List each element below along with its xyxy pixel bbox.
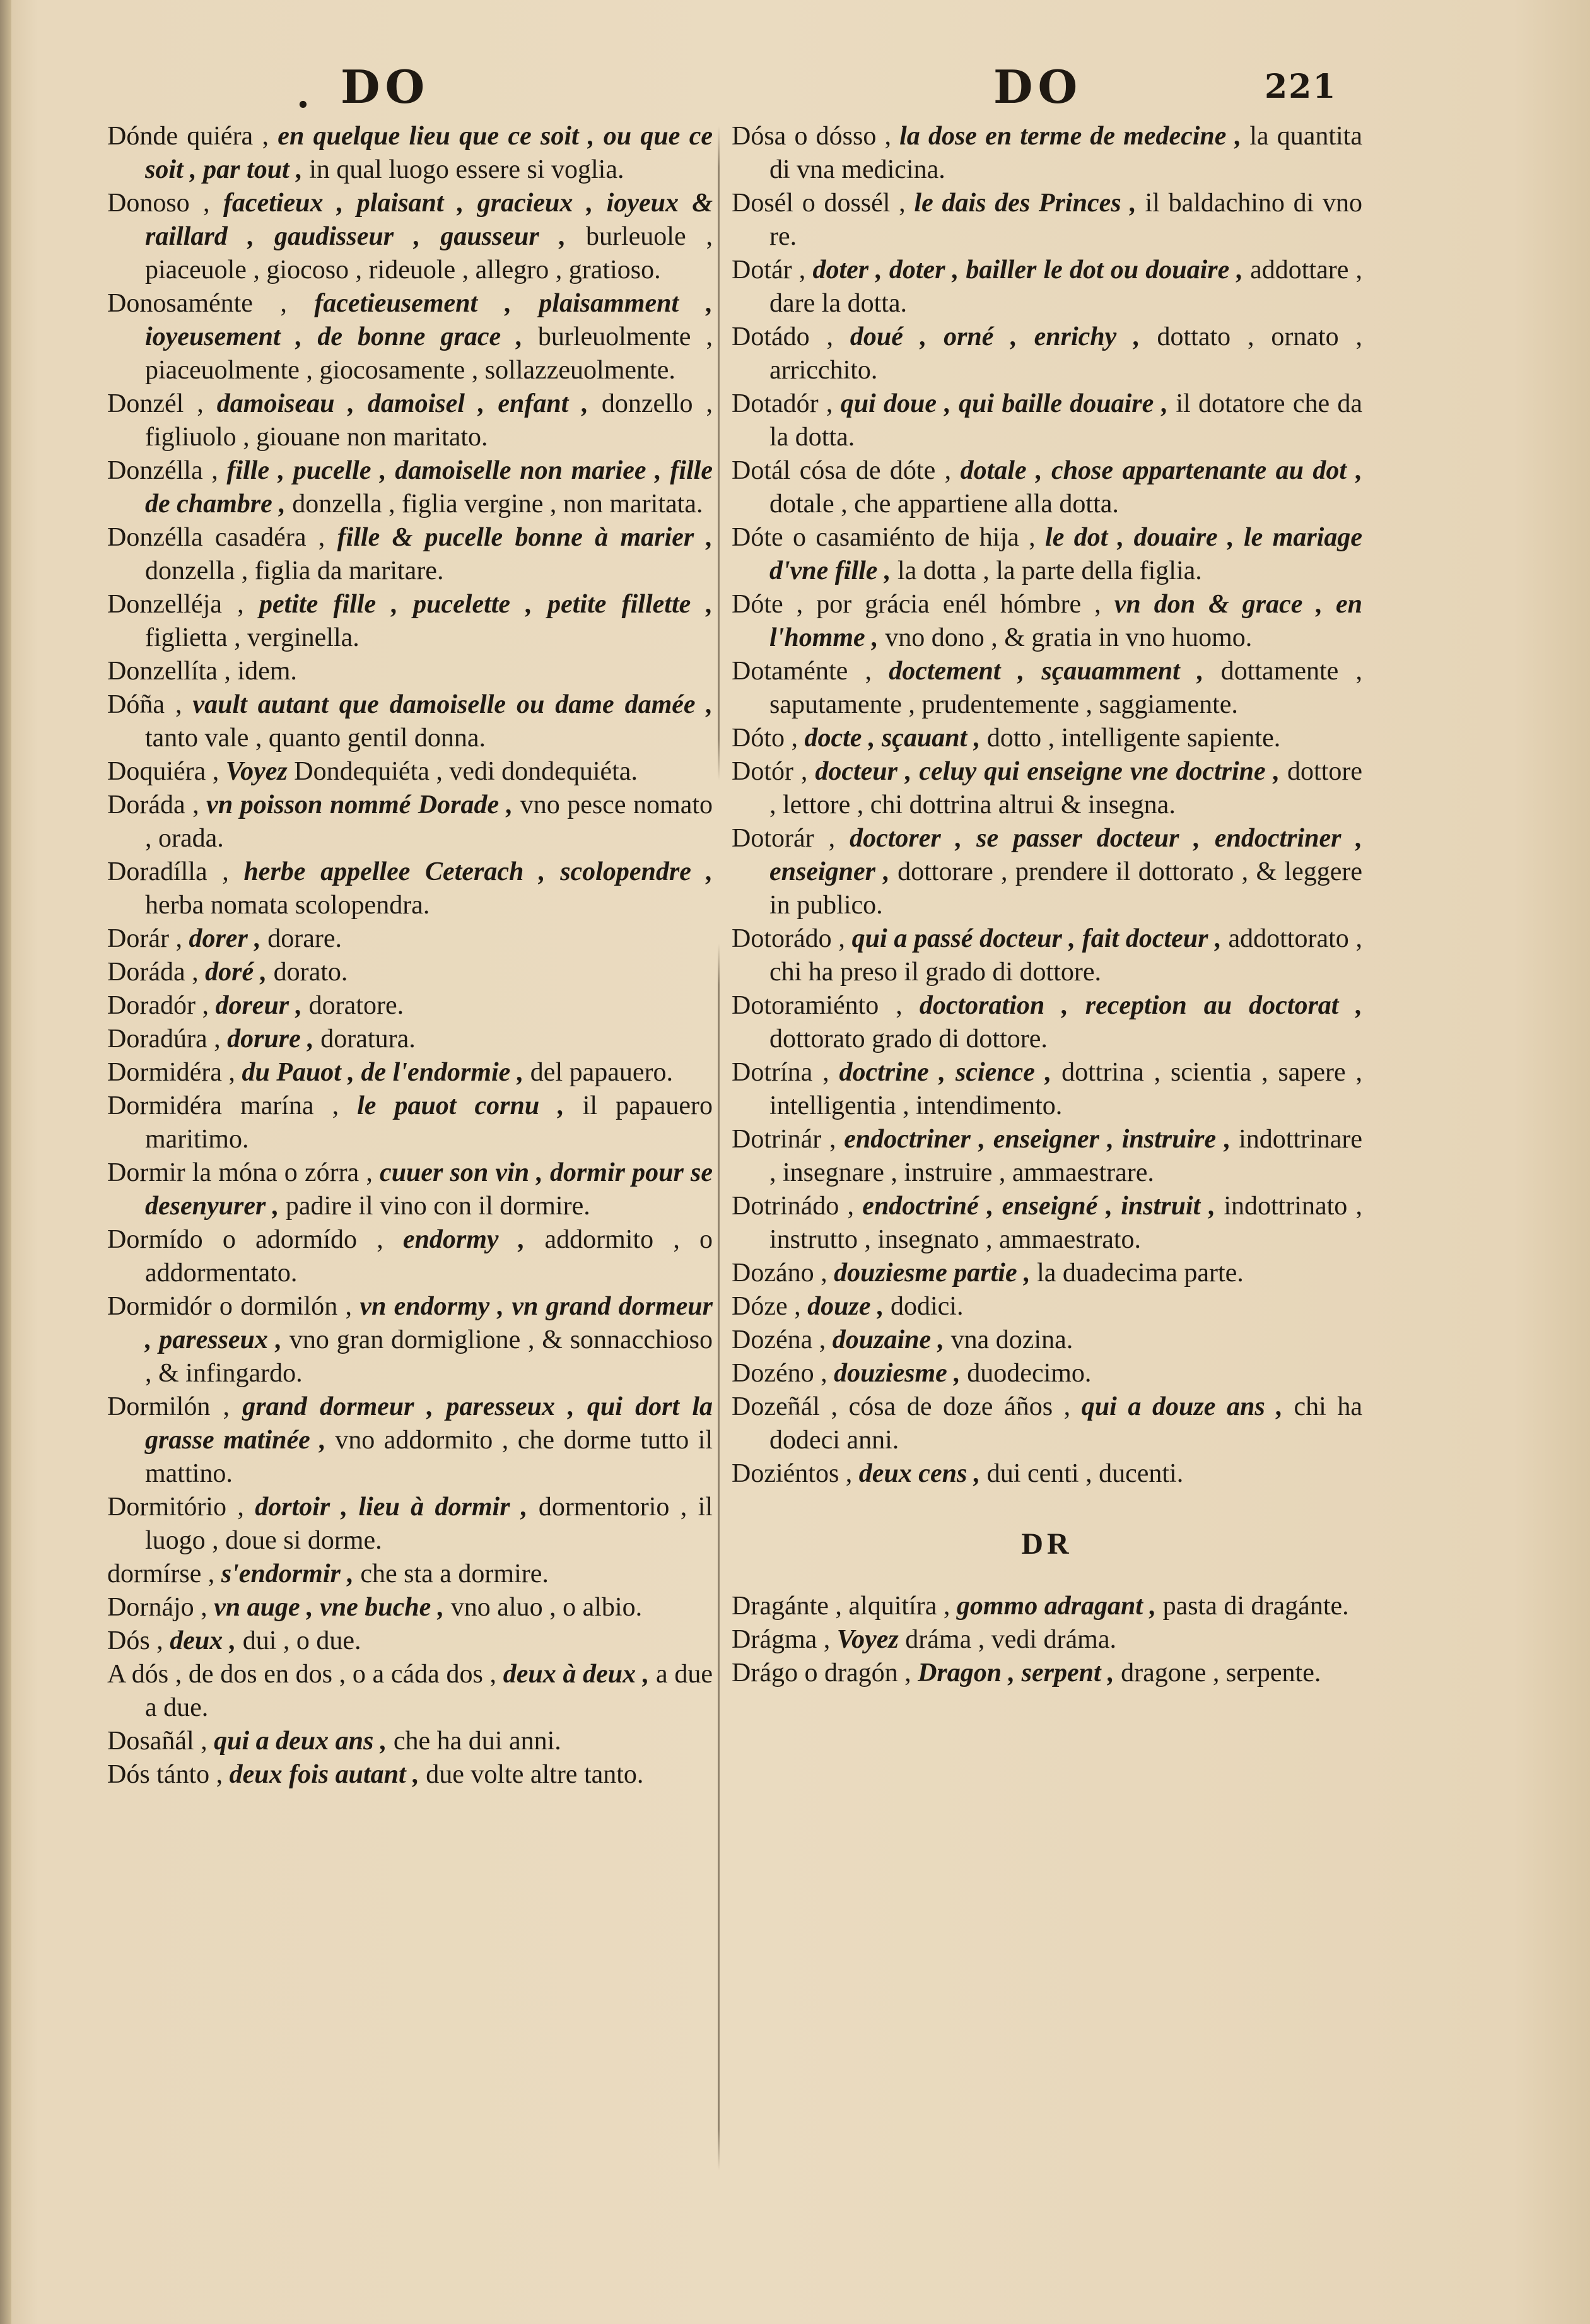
dictionary-entry: [107, 287, 713, 387]
french-gloss: dorer ,: [189, 924, 261, 953]
french-gloss: douziesme ,: [834, 1359, 961, 1388]
french-gloss: Voyez: [225, 757, 288, 786]
french-gloss: grand dormeur , paresseux , qui dort la grasse matinée ,: [145, 1392, 713, 1455]
right-column-entries: [732, 120, 1362, 1491]
headword: Dóte , por grácia enél hómbre ,: [732, 590, 1101, 619]
french-gloss: doctrine , science ,: [839, 1058, 1052, 1087]
italian-gloss: indottrinato , instrutto , insegnato , ammaestrato.: [769, 1192, 1363, 1254]
dictionary-entry: [107, 1725, 713, 1758]
italian-gloss: dotale , che appartiene alla dotta.: [769, 490, 1119, 519]
french-gloss: qui a passé docteur , fait docteur ,: [851, 924, 1222, 953]
headword: Dotaménte ,: [732, 657, 872, 686]
italian-gloss: dorato.: [273, 958, 348, 987]
dictionary-entry: [107, 521, 713, 588]
french-gloss: le dot , douaire , le mariage d'vne fille ,: [769, 523, 1362, 585]
headword: Dóze ,: [732, 1292, 801, 1321]
dictionary-entry: [732, 387, 1362, 454]
italian-gloss: dráma , vedi dráma.: [905, 1625, 1116, 1654]
right-column: [732, 120, 1362, 1690]
italian-gloss: addottorato , chi ha preso il grado di dottore.: [769, 924, 1362, 987]
italian-gloss: la quantita di vna medicina.: [769, 122, 1362, 184]
dictionary-entry: [107, 655, 713, 688]
french-gloss: Voyez: [836, 1625, 899, 1654]
headword: Dosél o dossél ,: [732, 189, 906, 218]
dictionary-entry: [107, 688, 713, 755]
dictionary-entry: [732, 755, 1362, 822]
headword: Dotadór ,: [732, 389, 833, 418]
italian-gloss: dottorato grado di dottore.: [769, 1024, 1048, 1053]
dictionary-entry: [107, 1156, 713, 1223]
french-gloss: s'endormir ,: [221, 1559, 354, 1588]
headword: Dotrinár ,: [732, 1125, 836, 1154]
headword: A dós , de dos en dos , o a cáda dos ,: [107, 1660, 497, 1689]
headword: Dós ,: [107, 1626, 163, 1655]
italian-gloss: dottore , lettore , chi dottrina altrui & insegna.: [769, 757, 1363, 819]
italian-gloss: il baldachino di vno re.: [769, 189, 1363, 251]
dictionary-entry: [107, 1658, 713, 1725]
dictionary-entry: [732, 588, 1362, 655]
headword: Drágma ,: [732, 1625, 831, 1654]
header-right: DO: [993, 60, 1083, 114]
dictionary-entry: [732, 1123, 1362, 1190]
french-gloss: vn auge , vne buche ,: [214, 1593, 445, 1622]
italian-gloss: il papauero maritimo.: [145, 1091, 713, 1154]
dictionary-entry: [732, 1290, 1362, 1323]
french-gloss: gommo adragant ,: [956, 1592, 1157, 1621]
headword: Dormidór o dormilón ,: [107, 1292, 353, 1321]
dictionary-entry: [732, 1357, 1362, 1390]
french-gloss: doctoration , reception au doctorat ,: [919, 991, 1362, 1020]
dictionary-entry: [732, 1323, 1362, 1357]
italian-gloss: figlietta , verginella.: [145, 623, 360, 652]
headword: Donzélla ,: [107, 456, 218, 485]
french-gloss: vn poisson nommé Dorade ,: [206, 790, 513, 819]
french-gloss: petite fille , pucelette , petite fillette ,: [259, 590, 713, 619]
headword: Dotádo ,: [732, 322, 833, 351]
page-gutter: [0, 0, 11, 2324]
french-gloss: qui doue , qui baille douaire ,: [840, 389, 1169, 418]
french-gloss: facetieux , plaisant , gracieux , ioyeux & raillard , gaudisseur , gausseur ,: [145, 189, 713, 251]
italian-gloss: donzello , figliuolo , giouane non maritato.: [145, 389, 713, 452]
french-gloss: vault autant que damoiselle ou dame damée ,: [192, 690, 713, 719]
italian-gloss: dottrina , scientia , sapere , intelligentia , intendimento.: [769, 1058, 1363, 1120]
italian-gloss: burleuolmente , piaceuolmente , giocosamente , sollazzeuolmente.: [145, 322, 713, 385]
dictionary-entry: [107, 1056, 713, 1089]
headword: Dóña ,: [107, 690, 182, 719]
column-rule: [718, 126, 720, 2170]
french-gloss: vn don & grace , en l'homme ,: [769, 590, 1362, 652]
headword: Dotál cósa de dóte ,: [732, 456, 952, 485]
italian-gloss: vno aluo , o albio.: [450, 1593, 643, 1622]
italian-gloss: dotto , intelligente sapiente.: [986, 724, 1281, 753]
dictionary-entry: [732, 454, 1362, 521]
headword: Dragánte , alquitíra ,: [732, 1592, 950, 1621]
french-gloss: endoctriné , enseigné , instruit ,: [862, 1192, 1216, 1221]
italian-gloss: dorare.: [267, 924, 342, 953]
french-gloss: qui a douze ans ,: [1081, 1392, 1283, 1421]
dictionary-entry: [107, 1390, 713, 1491]
dictionary-entry: [107, 922, 713, 956]
dictionary-entry: [732, 1623, 1362, 1657]
headword: Dosañál ,: [107, 1727, 208, 1756]
french-gloss: fille , pucelle , damoiselle non mariee , fille de chambre ,: [145, 456, 713, 519]
italian-gloss: dui , o due.: [242, 1626, 361, 1655]
french-gloss: cuuer son vin , dormir pour se desenyurer ,: [145, 1158, 713, 1221]
italian-gloss: pasta di dragánte.: [1162, 1592, 1349, 1621]
headword: Donzellíta ,: [107, 657, 231, 686]
dictionary-entry: [732, 922, 1362, 989]
italian-gloss: Dondequiéta , vedi dondequiéta.: [294, 757, 638, 786]
dictionary-entry: [107, 1223, 713, 1290]
italian-gloss: del papauero.: [530, 1058, 674, 1087]
headword: Dormilón ,: [107, 1392, 230, 1421]
french-gloss: qui a deux ans ,: [214, 1727, 387, 1756]
headword: Dotoramiénto ,: [732, 991, 903, 1020]
italian-gloss: doratore.: [308, 991, 404, 1020]
dictionary-entry: [107, 120, 713, 187]
italian-gloss: dottorare , prendere il dottorato , & leggere in publico.: [769, 857, 1363, 920]
header-left: DO: [341, 60, 430, 114]
italian-gloss: in qual luogo essere si voglia.: [309, 155, 624, 184]
italian-gloss: vno gran dormiglione , & sonnacchioso , & infingardo.: [145, 1325, 713, 1388]
french-gloss: deux ,: [170, 1626, 237, 1655]
italian-gloss: due volte altre tanto.: [426, 1760, 644, 1789]
italian-gloss: che sta a dormire.: [360, 1559, 549, 1588]
headword: Doradílla ,: [107, 857, 229, 886]
dictionary-entry: [732, 254, 1362, 320]
headword: Doziéntos ,: [732, 1459, 853, 1488]
french-gloss: doter , doter , bailler le dot ou douaire ,: [812, 255, 1243, 285]
french-gloss: du Pauot , de l'endormie ,: [242, 1058, 524, 1087]
dictionary-entry: [107, 1023, 713, 1056]
dictionary-entry: [732, 320, 1362, 387]
dictionary-entry: [732, 1590, 1362, 1623]
dictionary-entry: [107, 989, 713, 1023]
italian-gloss: la dotta , la parte della figlia.: [897, 556, 1202, 585]
dictionary-entry: [107, 1089, 713, 1156]
dictionary-entry: [107, 454, 713, 521]
french-gloss: doué , orné , enrichy ,: [850, 322, 1140, 351]
dictionary-entry: [107, 588, 713, 655]
dictionary-entry: [732, 521, 1362, 588]
italian-gloss: dragone , serpente.: [1121, 1658, 1321, 1687]
header-dot: .: [296, 73, 310, 117]
headword: Doráda ,: [107, 790, 199, 819]
french-gloss: douze ,: [807, 1292, 884, 1321]
french-gloss: le dais des Princes ,: [914, 189, 1137, 218]
dictionary-entry: [107, 755, 713, 789]
italian-gloss: vno pesce nomato , orada.: [145, 790, 713, 853]
italian-gloss: addormito , o addormentato.: [145, 1225, 713, 1288]
headword: Dozáno ,: [732, 1259, 827, 1288]
running-header: [0, 60, 1590, 129]
dictionary-entry: [107, 1758, 713, 1792]
section-heading-dr: DR: [1021, 1527, 1073, 1561]
italian-gloss: herba nomata scolopendra.: [145, 891, 430, 920]
dictionary-entry: [732, 1657, 1362, 1690]
headword: Donzelléja ,: [107, 590, 244, 619]
french-gloss: vn endormy , vn grand dormeur , paresseux ,: [145, 1292, 713, 1354]
headword: Donzélla casadéra ,: [107, 523, 325, 552]
italian-gloss: vno dono , & gratia in vno huomo.: [885, 623, 1253, 652]
italian-gloss: duodecimo.: [967, 1359, 1092, 1388]
headword: Donzél ,: [107, 389, 204, 418]
dictionary-entry: [732, 1257, 1362, 1290]
italian-gloss: padire il vino con il dormire.: [285, 1192, 590, 1221]
italian-gloss: burleuole , piaceuole , giocoso , rideuole , allegro , gratioso.: [145, 222, 713, 285]
italian-gloss: vno addormito , che dorme tutto il mattino.: [145, 1426, 713, 1488]
headword: Dóte o casamiénto de hija ,: [732, 523, 1036, 552]
french-gloss: dorure ,: [227, 1024, 314, 1053]
left-column: [107, 120, 713, 1792]
dictionary-entry: [107, 1290, 713, 1390]
dictionary-entry: [732, 722, 1362, 755]
french-gloss: endoctriner , enseigner , instruire ,: [844, 1125, 1231, 1154]
headword: Dozéna ,: [732, 1325, 826, 1354]
headword: Dotorádo ,: [732, 924, 845, 953]
headword: Dóto ,: [732, 724, 798, 753]
headword: Dormído o adormído ,: [107, 1225, 383, 1254]
italian-gloss: donzella , figlia vergine , non maritata.: [292, 490, 703, 519]
headword: Doráda ,: [107, 958, 199, 987]
french-gloss: doreur ,: [215, 991, 303, 1020]
dictionary-entry: [732, 187, 1362, 254]
headword: Dotorár ,: [732, 824, 836, 853]
headword: Doquiéra ,: [107, 757, 219, 786]
dictionary-entry: [732, 120, 1362, 187]
headword: Dotrinádo ,: [732, 1192, 855, 1221]
italian-gloss: dormentorio , il luogo , doue si dorme.: [145, 1493, 713, 1555]
dictionary-entry: [732, 1390, 1362, 1457]
french-gloss: deux à deux ,: [503, 1660, 650, 1689]
italian-gloss: dui centi , ducenti.: [986, 1459, 1184, 1488]
french-gloss: dotale , chose appartenante au dot ,: [960, 456, 1363, 485]
french-gloss: la dose en terme de medecine ,: [899, 122, 1242, 151]
french-gloss: Dragon , serpent ,: [918, 1658, 1114, 1687]
italian-gloss: addottare , dare la dotta.: [769, 255, 1363, 318]
headword: Dorár ,: [107, 924, 182, 953]
dictionary-entry: [107, 1591, 713, 1624]
italian-gloss: doratura.: [320, 1024, 416, 1053]
headword: Dormidéra ,: [107, 1058, 235, 1087]
italian-gloss: tanto vale , quanto gentil donna.: [145, 724, 486, 753]
right-column-entries-dr: [732, 1590, 1362, 1690]
italian-gloss: a due a due.: [145, 1660, 713, 1722]
italian-gloss: dottato , ornato , arricchito.: [769, 322, 1363, 385]
headword: Dósa o dósso ,: [732, 122, 891, 151]
dictionary-entry: [107, 1624, 713, 1658]
headword: Dotár ,: [732, 255, 806, 285]
french-gloss: herbe appellee Ceterach , scolopendre ,: [243, 857, 713, 886]
headword: Dós tánto ,: [107, 1760, 223, 1789]
french-gloss: doré ,: [205, 958, 267, 987]
headword: Donoso ,: [107, 189, 210, 218]
page-number: 221: [1265, 67, 1337, 106]
italian-gloss: la duadecima parte.: [1037, 1259, 1244, 1288]
french-gloss: douzaine ,: [832, 1325, 945, 1354]
french-gloss: deux cens ,: [858, 1459, 981, 1488]
french-gloss: docte , sçauant ,: [804, 724, 981, 753]
french-gloss: facetieusement , plaisamment , ioyeusement , de bonne grace ,: [145, 289, 713, 351]
dictionary-entry: [107, 1491, 713, 1558]
headword: Dónde quiéra ,: [107, 122, 269, 151]
headword: Dotrína ,: [732, 1058, 829, 1087]
dictionary-entry: [732, 989, 1362, 1056]
french-gloss: douziesme partie ,: [834, 1259, 1031, 1288]
french-gloss: docteur , celuy qui enseigne vne doctrine ,: [815, 757, 1280, 786]
headword: Dozéno ,: [732, 1359, 827, 1388]
dictionary-entry: [732, 655, 1362, 722]
italian-gloss: indottrinare , insegnare , instruire , ammaestrare.: [769, 1125, 1362, 1187]
french-gloss: le pauot cornu ,: [357, 1091, 564, 1120]
french-gloss: en quelque lieu que ce soit , ou que ce soit , par tout ,: [145, 122, 713, 184]
italian-gloss: dodici.: [890, 1292, 964, 1321]
dictionary-entry: [107, 789, 713, 855]
dictionary-entry: [107, 387, 713, 454]
dictionary-entry: [107, 187, 713, 287]
headword: Donosaménte ,: [107, 289, 287, 318]
dictionary-entry: [732, 1190, 1362, 1257]
headword: Dormidéra marína ,: [107, 1091, 339, 1120]
french-gloss: doctorer , se passer docteur , endoctriner , enseigner ,: [769, 824, 1362, 886]
italian-gloss: vna dozina.: [950, 1325, 1073, 1354]
dictionary-entry: [732, 822, 1362, 922]
headword: Dotór ,: [732, 757, 808, 786]
headword: Dormitório ,: [107, 1493, 244, 1522]
french-gloss: endormy ,: [402, 1225, 525, 1254]
dictionary-entry: [732, 1457, 1362, 1491]
french-gloss: doctement , sçauamment ,: [889, 657, 1204, 686]
french-gloss: deux fois autant ,: [229, 1760, 419, 1789]
headword: Dormir la móna o zórra ,: [107, 1158, 373, 1187]
italian-gloss: idem.: [237, 657, 297, 686]
headword: Doradúra ,: [107, 1024, 221, 1053]
dictionary-entry: [107, 1558, 713, 1591]
italian-gloss: che ha dui anni.: [393, 1727, 561, 1756]
dictionary-entry: [107, 855, 713, 922]
headword: Dornájo ,: [107, 1593, 208, 1622]
italian-gloss: il dotatore che da la dotta.: [769, 389, 1363, 452]
headword: dormírse ,: [107, 1559, 215, 1588]
italian-gloss: dottamente , saputamente , prudentemente , saggiamente.: [769, 657, 1363, 719]
italian-gloss: chi ha dodeci anni.: [769, 1392, 1363, 1455]
headword: Doradór ,: [107, 991, 209, 1020]
dictionary-entry: [732, 1056, 1362, 1123]
french-gloss: dortoir , lieu à dormir ,: [255, 1493, 528, 1522]
dictionary-entry: [107, 956, 713, 989]
headword: Drágo o dragón ,: [732, 1658, 911, 1687]
french-gloss: fille & pucelle bonne à marier ,: [337, 523, 713, 552]
french-gloss: damoiseau , damoisel , enfant ,: [216, 389, 588, 418]
headword: Dozeñál , cósa de doze áños ,: [732, 1392, 1071, 1421]
italian-gloss: donzella , figlia da maritare.: [145, 556, 444, 585]
